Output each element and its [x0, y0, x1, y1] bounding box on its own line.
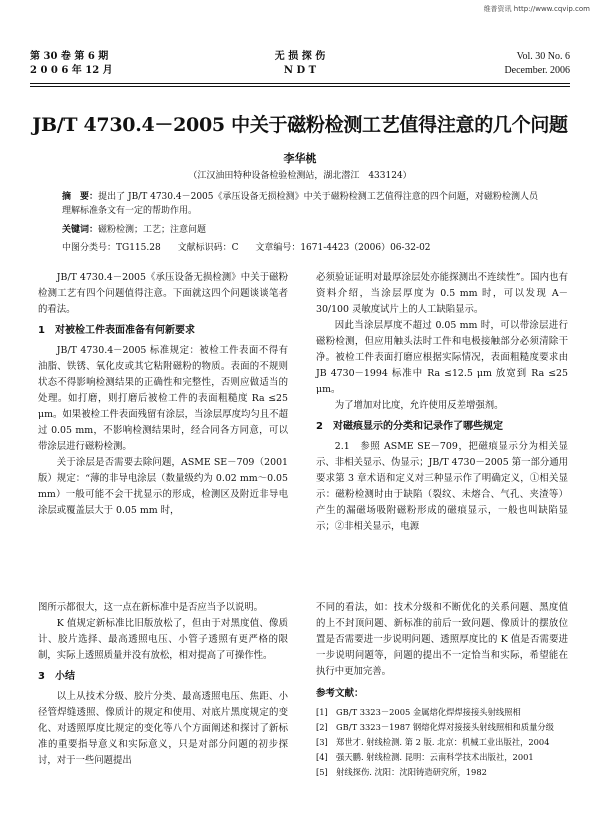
date-line-en: December. 2006: [504, 65, 570, 76]
abstract-label: 摘 要：: [62, 192, 99, 202]
journal-name: [30, 50, 570, 78]
reference-item: [1] GB/T 3323－2005 金属熔化焊焊接接头射线照相: [316, 707, 521, 717]
article-number: 文章编号：1671-4423（2006）06-32-02: [255, 243, 431, 253]
intro-paragraph: JB/T 4730.4－2005《承压设备无损检测》中关于磁粉检测工艺有四个问题值得注意。下面就这四个问题谈谈笔者的看法。: [38, 272, 288, 315]
abstract-text: 提出了 JB/T 4730.4－2005《承压设备无损检测》中关于磁粉检测工艺值得注意的四个问题，对磁粉检测人员理解标准条文有一定的帮助作用。: [62, 192, 538, 216]
references-heading: 参考文献：: [316, 688, 364, 699]
reference-item: [3] 郑世才. 射线检测. 第 2 版. 北京：机械工业出版社，2004: [316, 737, 550, 747]
reference-item: [5] 射线探伤. 沈阳：沈阳铸造研究所，1982: [316, 767, 487, 777]
paragraph: JB/T 4730.4－2005 标准规定：被检工件表面不得有油脂、铁锈、氧化皮或其它粘附磁粉的物质。表面的不规则状态不得影响检测结果的正确性和完整性，否则应做适当的处理。如打磨，则打磨后被检工件的表面粗糙度 Ra ≤25 μm。如果被检工件表面残留有涂层，当涂层厚度均匀且不超过 0.05 mm，不影响检测结果时，经合同各方同意，可以带涂层进行磁粉检测。: [38, 345, 288, 452]
reference-item: [4] 强天鹏. 射线检测. 昆明：云南科学技术出版社，2001: [316, 752, 534, 762]
right-column-lower: [316, 600, 568, 780]
journal-name-en: N D T: [283, 65, 317, 76]
paragraph: 2.1 参照 ASME SE－709，把磁痕显示分为相关显示、非相关显示、伪显示；JB/T 4730－2005 第一部分通用要求第 3 章术语和定义对三种显示作了明确定义，①相关显示：磁粉检测时由于缺陷（裂纹、未熔合、气孔、夹渣等）产生的漏磁场吸附磁粉形成的磁痕显示，一般也叫缺陷显示；②非相关显示，电源: [316, 441, 568, 532]
paragraph: K 值规定新标准比旧版放松了，但由于对黑度值、像质计、胶片选择、最高透照电压、小管子透照有更严格的限制，实际上透照质量并没有放松，相对提高了可操作性。: [38, 618, 288, 661]
paragraph: 不同的看法，如：技术分级和不断优化的关系问题、黑度值的上不封顶问题、新标准的前后一致问题、像质计的摆放位置是否需要进一步说明问题、透照厚度比的 K 值是否需要进一步说明问题等，问题的提出不一定恰当和实际，希望能在执行中更加完善。: [316, 602, 568, 677]
paragraph: 图所示都很大，这一点在新标准中是否应当予以说明。: [38, 602, 264, 613]
date-line: 2 0 0 6 年 12 月: [30, 65, 113, 76]
paragraph: 因此当涂层厚度不超过 0.05 mm 时，可以带涂层进行磁粉检测，但应用触头法时工件和电极接触部分必须清除干净。被检工件表面打磨应根据实际情况，表面粗糙度要求由 JB 4730－1994 标准中 Ra ≤12.5 μm 放宽到 Ra ≤25 μm。: [316, 320, 568, 395]
volume-line: 第 30 卷 第 6 期: [30, 51, 109, 62]
reference-item: [2] GB/T 3323－1987 钢熔化焊对接接头射线照相和质量分级: [316, 722, 554, 732]
document-code: 文献标识码：C: [177, 243, 239, 253]
summary-paragraph: 以上从技术分级、胶片分类、最高透照电压、焦距、小径管焊缝透照、像质计的规定和使用、对底片黑度规定的变化、对透照厚度比规定的变化等八个方面阐述和探讨了新标准的重要指导意义和实际意义，只是对部分问题的初步探讨，对于一些问题提出: [38, 691, 288, 766]
section-heading-1: 1 对被检工件表面准备有何新要求: [38, 325, 195, 336]
right-column-upper: [316, 270, 568, 535]
journal-name-cn: 无 损 探 伤: [274, 51, 326, 62]
keywords: [62, 222, 538, 235]
keywords-label: 关键词：: [62, 225, 99, 235]
header-rule-thin: [30, 86, 570, 87]
keywords-text: 磁粉检测；工艺；注意问题: [98, 225, 207, 235]
section-heading-2: 2 对磁痕显示的分类和记录作了哪些规定: [316, 421, 503, 432]
header-rule: [30, 83, 570, 84]
section-heading-3: 3 小结: [38, 671, 75, 682]
abstract: [62, 190, 538, 218]
clc-number: 中图分类号：TG115.28: [62, 243, 161, 253]
paragraph: 为了增加对比度，允许使用反差增强剂。: [334, 400, 504, 411]
affiliation: （江汉油田特种设备检验检测站，湖北潜江 433124）: [188, 171, 412, 181]
left-column-lower: [38, 600, 288, 769]
running-header: [30, 50, 570, 80]
paper-title: JB/T 4730.4－2005 中关于磁粉检测工艺值得注意的几个问题: [32, 114, 568, 136]
volume-info-en: [504, 50, 570, 78]
paragraph: 关于涂层是否需要去除问题，ASME SE－709（2001 版）规定：“薄的非导电涂层（数量级约为 0.02 mm～0.05 mm）一般可能不会干扰显示的形成，检测区及附近非导电涂层或覆盖层大于 0.05 mm 时，: [38, 457, 288, 516]
author: 李华桃: [283, 152, 317, 165]
volume-line-en: Vol. 30 No. 6: [516, 51, 570, 62]
paragraph: 必须验证证明对最厚涂层处亦能探测出不连续性”。国内也有资料介绍，当涂层厚度为 0.5 mm 时，可以发现 A－30/100 灵敏度试片上的人工缺陷显示。: [316, 272, 568, 315]
left-column-upper: [38, 270, 288, 519]
classification-line: [62, 240, 560, 253]
watermark: 维普资讯 http://www.cqvip.com: [483, 5, 590, 13]
